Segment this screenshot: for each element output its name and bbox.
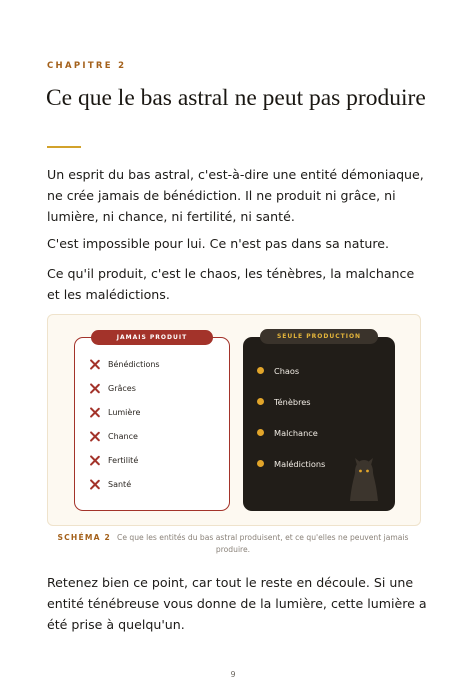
list-item: [89, 376, 160, 400]
list-item-label: Bénédictions: [108, 359, 160, 369]
x-mark-icon: [89, 479, 100, 490]
figure-caption: [47, 532, 419, 556]
never-produced-badge: JAMAIS PRODUIT: [91, 330, 213, 345]
only-production-panel: [243, 333, 395, 511]
list-item-label: Lumière: [108, 407, 141, 417]
x-mark-icon: [89, 455, 100, 466]
list-item: [257, 386, 325, 417]
paragraph-3: Ce qu'il produit, c'est le chaos, les ténèbres, la malchance et les malédictions.: [47, 266, 415, 302]
x-mark-icon: [89, 359, 100, 370]
only-production-badge: SEULE PRODUCTION: [260, 329, 378, 344]
list-item: [89, 424, 160, 448]
chapter-title: Ce que le bas astral ne peut pas produire: [46, 85, 426, 111]
paragraph-1: Un esprit du bas astral, c'est-à-dire une entité démoniaque, ne crée jamais de bénédiction. Il ne produit ni grâce, ni lumière, ni chance, ni fertilité, ni santé.: [47, 167, 424, 224]
page-number: 9: [230, 670, 236, 679]
never-produced-list: [89, 352, 160, 496]
title-underline: [47, 146, 81, 148]
list-item: [89, 472, 160, 496]
only-production-list: [257, 355, 325, 479]
list-item-label: Santé: [108, 479, 132, 489]
caption-text: Ce que les entités du bas astral produisent, et ce qu'elles ne peuvent jamais produire.: [117, 533, 409, 554]
list-item-label: Ténèbres: [274, 396, 311, 407]
x-mark-icon: [89, 431, 100, 442]
x-mark-icon: [89, 383, 100, 394]
list-item: [257, 355, 325, 386]
dot-icon: [257, 367, 264, 374]
x-mark-icon: [89, 407, 100, 418]
list-item-label: Fertilité: [108, 455, 139, 465]
chapter-label: CHAPITRE 2: [47, 61, 127, 71]
caption-label: SCHÉMA 2: [57, 533, 112, 542]
shadow-entity-icon: [347, 457, 381, 501]
dot-icon: [257, 398, 264, 405]
schema-figure: [47, 314, 421, 526]
paragraph-2: C'est impossible pour lui. Ce n'est pas dans sa nature.: [47, 236, 390, 251]
list-item-label: Chaos: [274, 365, 300, 376]
list-item: [89, 352, 160, 376]
list-item: [89, 448, 160, 472]
dot-icon: [257, 429, 264, 436]
list-item-label: Malédictions: [274, 458, 326, 469]
list-item: [257, 417, 325, 448]
closing-paragraph: Retenez bien ce point, car tout le reste en découle. Si une entité ténébreuse vous donne de la lumière, cette lumière a été prise à quelqu'un.: [47, 575, 427, 632]
never-produced-panel: [74, 334, 230, 511]
dot-icon: [257, 460, 264, 467]
list-item-label: Chance: [108, 431, 138, 441]
list-item: [89, 400, 160, 424]
list-item-label: Grâces: [108, 383, 136, 393]
list-item-label: Malchance: [274, 427, 318, 438]
list-item: [257, 448, 325, 479]
